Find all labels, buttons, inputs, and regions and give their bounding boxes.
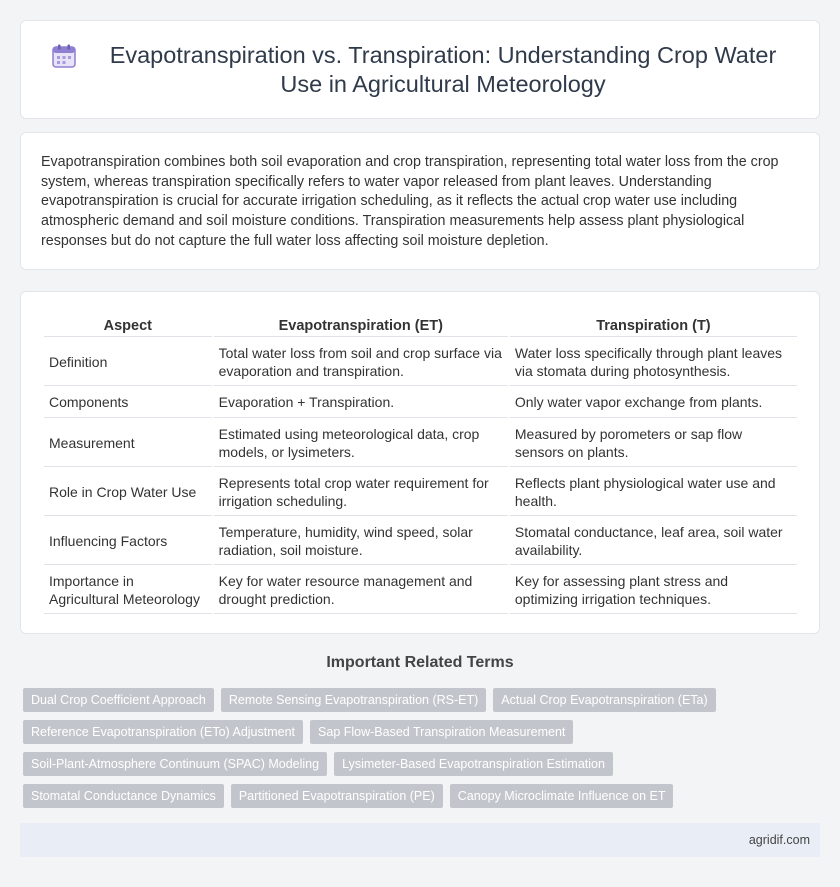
site-link[interactable]: agridif.com [748, 833, 810, 847]
related-term-tag[interactable]: Canopy Microclimate Influence on ET [450, 784, 674, 808]
comparison-table-card [20, 291, 820, 634]
table-cell: Reflects plant physiological water use and health. [510, 467, 797, 516]
table-cell: Water loss specifically through plant leaves via stomata during photosynthesis. [510, 337, 797, 386]
table-cell: Definition [44, 337, 212, 386]
table-cell: Key for water resource management and drought prediction. [214, 565, 508, 614]
table-cell: Stomatal conductance, leaf area, soil water availability. [510, 516, 797, 565]
table-row [44, 565, 797, 614]
table-row [44, 386, 797, 418]
related-term-tag[interactable]: Lysimeter-Based Evapotranspiration Estimation [334, 752, 613, 776]
calendar-icon [51, 43, 77, 69]
table-cell: Measurement [44, 418, 212, 467]
table-cell: Temperature, humidity, wind speed, solar radiation, soil moisture. [214, 516, 508, 565]
page-header [20, 20, 820, 119]
table-row [44, 516, 797, 565]
table-cell: Represents total crop water requirement for irrigation scheduling. [214, 467, 508, 516]
column-header-et: Evapotranspiration (ET) [214, 314, 508, 337]
table-cell: Only water vapor exchange from plants. [510, 386, 797, 418]
table-cell: Evaporation + Transpiration. [214, 386, 508, 418]
summary-card [20, 132, 820, 270]
table-row [44, 418, 797, 467]
related-term-tag[interactable]: Reference Evapotranspiration (ETo) Adjustment [23, 720, 303, 744]
table-row [44, 467, 797, 516]
table-header-row [44, 314, 797, 337]
table-cell: Estimated using meteorological data, crop models, or lysimeters. [214, 418, 508, 467]
column-header-aspect: Aspect [44, 314, 212, 337]
page-title: Evapotranspiration vs. Transpiration: Understanding Crop Water Use in Agricultural Meteorology [109, 41, 777, 97]
related-term-tag[interactable]: Soil-Plant-Atmosphere Continuum (SPAC) Modeling [23, 752, 327, 776]
table-cell: Measured by porometers or sap flow sensors on plants. [510, 418, 797, 467]
related-term-tag[interactable]: Stomatal Conductance Dynamics [23, 784, 224, 808]
related-term-tag[interactable]: Partitioned Evapotranspiration (PE) [231, 784, 443, 808]
page-footer [20, 823, 820, 857]
related-terms-title: Important Related Terms [326, 654, 514, 671]
table-cell: Importance in Agricultural Meteorology [44, 565, 212, 614]
table-cell: Influencing Factors [44, 516, 212, 565]
comparison-table [42, 314, 799, 614]
related-term-tag[interactable]: Actual Crop Evapotranspiration (ETa) [493, 688, 715, 712]
table-cell: Key for assessing plant stress and optimizing irrigation techniques. [510, 565, 797, 614]
table-cell: Role in Crop Water Use [44, 467, 212, 516]
related-term-tag[interactable]: Sap Flow-Based Transpiration Measurement [310, 720, 573, 744]
related-term-tag[interactable]: Dual Crop Coefficient Approach [23, 688, 214, 712]
related-term-tag[interactable]: Remote Sensing Evapotranspiration (RS-ET) [221, 688, 486, 712]
table-cell: Components [44, 386, 212, 418]
table-row [44, 337, 797, 386]
related-terms-list [20, 688, 820, 816]
table-cell: Total water loss from soil and crop surface via evaporation and transpiration. [214, 337, 508, 386]
summary-text: Evapotranspiration combines both soil evaporation and crop transpiration, representing total water loss from the crop system, whereas transpiration specifically refers to water vapor released from plant leaves. Understanding evapotranspiration is crucial for accurate irrigation scheduling, as it reflects the actual crop water use including atmospheric demand and soil moisture conditions. Transpiration measurements help assess plant physiological responses but do not capture the full water loss affecting soil moisture depletion. [41, 154, 779, 249]
column-header-t: Transpiration (T) [510, 314, 797, 337]
